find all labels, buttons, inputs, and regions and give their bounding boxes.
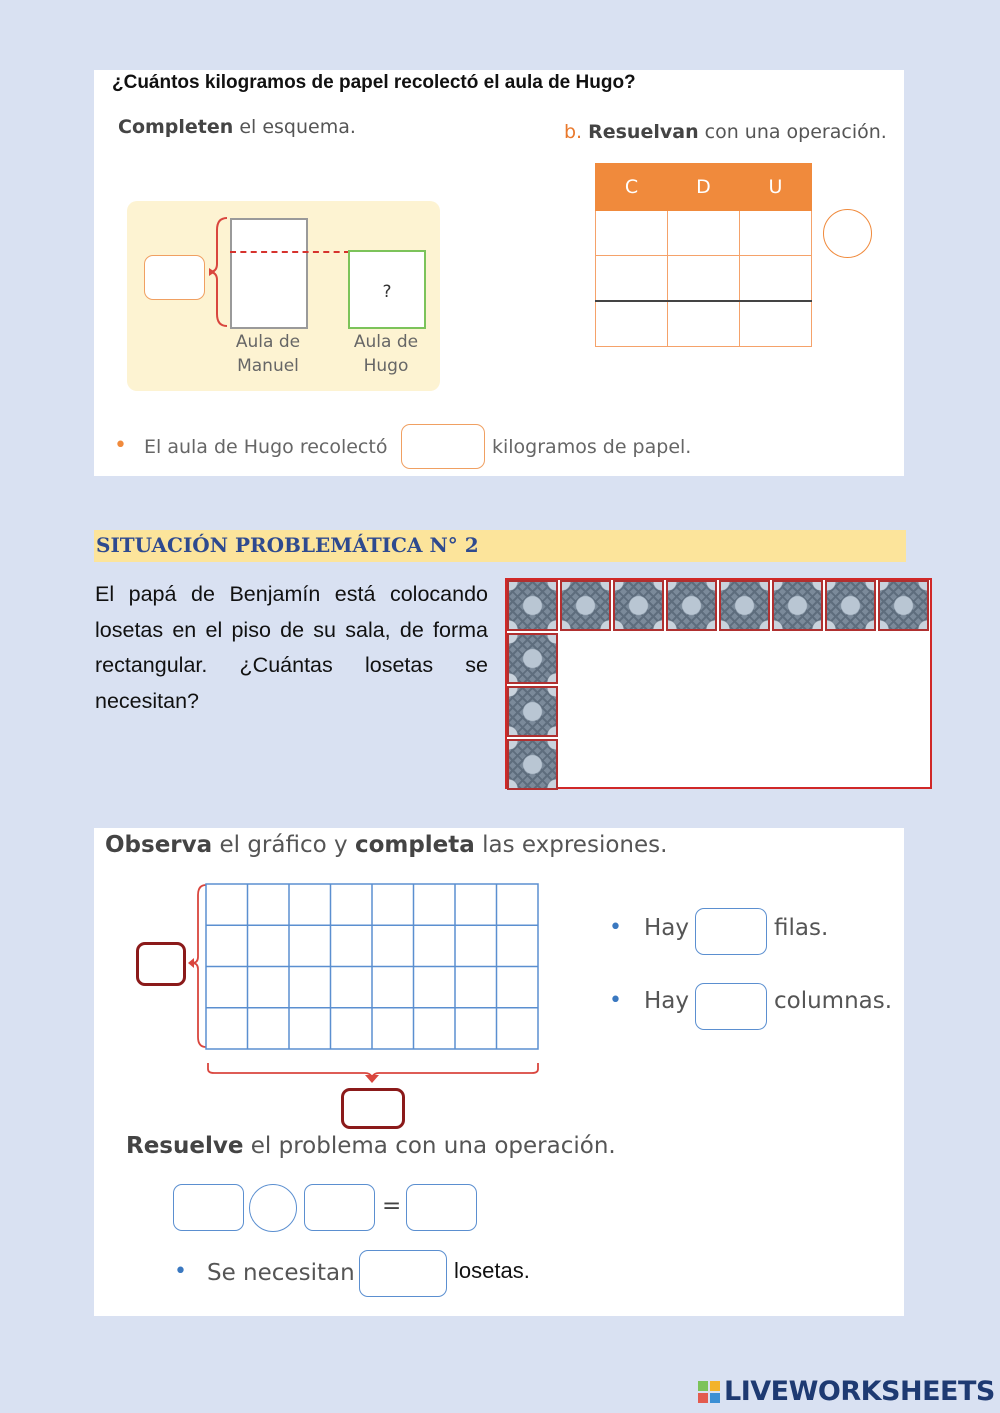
bar-aula-manuel bbox=[230, 218, 308, 329]
floor-tile bbox=[560, 580, 611, 631]
label-manuel-line2: Manuel bbox=[237, 356, 299, 376]
complete-verb: completa bbox=[354, 832, 475, 858]
cdu-cell[interactable] bbox=[668, 256, 740, 302]
brace-icon bbox=[205, 216, 231, 328]
floor-tile bbox=[507, 686, 558, 737]
cdu-cell[interactable] bbox=[596, 211, 668, 256]
header-c: C bbox=[596, 164, 668, 211]
need-after: losetas. bbox=[454, 1258, 530, 1283]
floor-tile bbox=[507, 739, 558, 790]
hay-rows-word: Hay bbox=[644, 915, 690, 941]
instruction-a-rest: el esquema. bbox=[233, 116, 356, 138]
observe-rest: las expresiones. bbox=[474, 832, 668, 858]
floor-tile bbox=[507, 580, 558, 631]
bullet-icon: • bbox=[174, 1259, 187, 1284]
equals-sign: = bbox=[382, 1193, 402, 1219]
sentence-after: kilogramos de papel. bbox=[492, 436, 692, 458]
instruction-b-verb: Resuelvan bbox=[588, 121, 699, 143]
label-aula-manuel bbox=[222, 330, 314, 378]
instruction-a bbox=[118, 116, 356, 138]
instruction-b bbox=[564, 121, 887, 143]
resolve-verb: Resuelve bbox=[126, 1133, 244, 1159]
label-hugo-line2: Hugo bbox=[363, 356, 409, 376]
cdu-result-cell[interactable] bbox=[740, 301, 812, 347]
instruction-b-letter: b. bbox=[564, 121, 583, 143]
bullet-icon: • bbox=[609, 988, 622, 1013]
resolve-rest: el problema con una operación. bbox=[243, 1133, 616, 1159]
cdu-cell[interactable] bbox=[668, 211, 740, 256]
unknown-mark: ? bbox=[382, 282, 392, 302]
cdu-cell[interactable] bbox=[740, 256, 812, 302]
floor-tile bbox=[507, 633, 558, 684]
operand-2-input[interactable] bbox=[304, 1184, 375, 1231]
header-d: D bbox=[668, 164, 740, 211]
total-tiles-input[interactable] bbox=[359, 1250, 447, 1297]
problem-text: El papá de Benjamín está colocando losetas en el piso de su sala, de forma rectangular. ¿Cuántas losetas se necesitan? bbox=[95, 582, 488, 713]
cdu-cell[interactable] bbox=[596, 256, 668, 302]
floor-tile bbox=[666, 580, 717, 631]
rows-count-input[interactable] bbox=[136, 942, 186, 986]
label-manuel-line1: Aula de bbox=[235, 332, 301, 352]
cdu-cell[interactable] bbox=[740, 211, 812, 256]
columns-brace-arrow-icon bbox=[365, 1075, 379, 1083]
hugo-kg-input[interactable] bbox=[401, 424, 485, 469]
result-input[interactable] bbox=[406, 1184, 477, 1231]
bullet-icon: • bbox=[609, 915, 622, 940]
rows-label: filas. bbox=[774, 915, 829, 941]
scheme-total-input[interactable] bbox=[144, 255, 205, 300]
instruction-a-verb: Completen bbox=[118, 116, 234, 138]
observe-mid: el gráfico y bbox=[212, 832, 355, 858]
columns-count-input[interactable] bbox=[341, 1088, 405, 1129]
rows-brace-arrow-icon bbox=[188, 958, 194, 968]
observe-verb: Observa bbox=[105, 832, 213, 858]
operator-circle-input[interactable] bbox=[249, 1184, 297, 1232]
floor-tile bbox=[878, 580, 929, 631]
hay-columns-word: Hay bbox=[644, 988, 690, 1014]
resolve-instruction bbox=[126, 1133, 616, 1159]
columns-label: columnas. bbox=[774, 988, 893, 1014]
sentence-before: El aula de Hugo recolectó bbox=[144, 436, 388, 458]
floor-tile bbox=[719, 580, 770, 631]
columns-answer-input[interactable] bbox=[695, 983, 767, 1030]
floor-tile bbox=[825, 580, 876, 631]
bullet-icon: • bbox=[114, 433, 127, 458]
need-before: Se necesitan bbox=[207, 1260, 355, 1286]
label-aula-hugo bbox=[340, 330, 432, 378]
section-title: SITUACIÓN PROBLEMÁTICA N° 2 bbox=[96, 533, 479, 557]
dashed-comparison-line bbox=[230, 251, 350, 253]
instruction-b-rest: con una operación. bbox=[698, 121, 887, 143]
cdu-result-cell[interactable] bbox=[596, 301, 668, 347]
floor-tile bbox=[613, 580, 664, 631]
floor-tile bbox=[772, 580, 823, 631]
columns-brace-icon bbox=[208, 1063, 538, 1077]
liveworksheets-logo-icon bbox=[698, 1381, 720, 1403]
operator-input[interactable] bbox=[823, 209, 872, 258]
rows-answer-input[interactable] bbox=[695, 908, 767, 955]
rows-brace-icon bbox=[192, 885, 206, 1047]
tile-grid bbox=[130, 877, 550, 1137]
cdu-table bbox=[595, 163, 812, 347]
cdu-result-cell[interactable] bbox=[668, 301, 740, 347]
observe-instruction bbox=[105, 832, 667, 858]
operand-1-input[interactable] bbox=[173, 1184, 244, 1231]
brand-text: LIVEWORKSHEETS bbox=[724, 1376, 995, 1407]
header-u: U bbox=[740, 164, 812, 211]
brand-name bbox=[724, 1376, 995, 1407]
label-hugo-line1: Aula de bbox=[353, 332, 419, 352]
question-title: ¿Cuántos kilogramos de papel recolectó el aula de Hugo? bbox=[112, 72, 636, 93]
